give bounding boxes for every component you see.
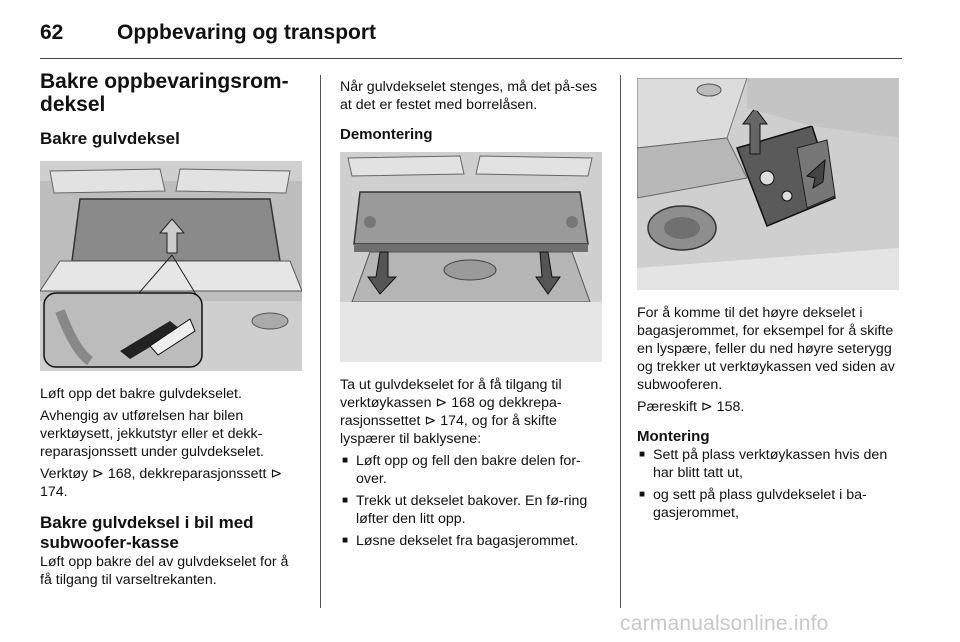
subsection-heading: Montering [637,428,710,445]
list-item: ■ Løsne dekselet fra bagasjerommet. [342,533,579,549]
bullet-icon: ■ [342,535,349,546]
list-item: ■ og sett på plass gulvdekselet i ba-gasjerommet, [639,487,867,521]
list-item: ■ Trekk ut dekselet bakover. En fø-ring løfter den litt opp. [342,493,588,527]
tool-kit-subwoofer-illustration [637,78,899,290]
bullet-icon: ■ [342,455,349,466]
chapter-title: Oppbevaring og transport [117,21,377,44]
section-heading: Bakre oppbevaringsrom-deksel [40,70,289,116]
floor-cover-removal-illustration [340,152,602,362]
paragraph: Løft opp bakre del av gulvdekselet for å få tilgang til varseltrekanten. [40,554,289,588]
header-rule [40,58,902,59]
subsection-heading: Bakre gulvdeksel i bil med subwoofer-kasse [40,513,254,552]
column-divider-1 [320,75,321,608]
page-number: 62 [40,21,64,44]
paragraph: Ta ut gulvdekselet for å få tilgang til verktøykassen ⊳ 168 og dekkrepa-rasjonssettet ⊳ 174, og for å skifte lyspærer til baklysene: [340,377,562,447]
bullet-icon: ■ [342,495,349,506]
rear-floor-cover-illustration [40,161,302,371]
paragraph: Når gulvdekselet stenges, må det på-ses at det er festet med borrelåsen. [340,79,598,113]
paragraph: Løft opp det bakre gulvdekselet. [40,386,242,402]
column-divider-2 [620,75,621,608]
subsection-heading: Demontering [340,126,433,143]
paragraph: Verktøy ⊳ 168, dekkreparasjonssett ⊳ 174. [40,466,283,500]
column-3 [637,78,901,526]
column-1 [40,70,304,593]
paragraph: Pæreskift ⊳ 158. [637,399,745,415]
watermark-text: carmanualsonline.info [620,612,829,635]
list-item: ■ Sett på plass verktøykassen hvis den har blitt tatt ut, [639,447,888,481]
paragraph: For å komme til det høyre dekselet i bagasjerommet, for eksempel for å skifte en lyspære, feller du ned høyre seterygg og trekker ut verktøykassen ved siden av subwooferen. [637,305,895,393]
list-item: ■ Løft opp og fell den bakre delen for-over. [342,453,581,487]
page-header [40,18,902,58]
column-2 [340,78,604,554]
subsection-heading: Bakre gulvdeksel [40,129,180,148]
bullet-icon: ■ [639,449,646,460]
paragraph: Avhengig av utførelsen har bilen verktøysett, jekkutstyr eller et dekk-reparasjonssett under gulvdekselet. [40,408,264,460]
bullet-icon: ■ [639,489,646,500]
